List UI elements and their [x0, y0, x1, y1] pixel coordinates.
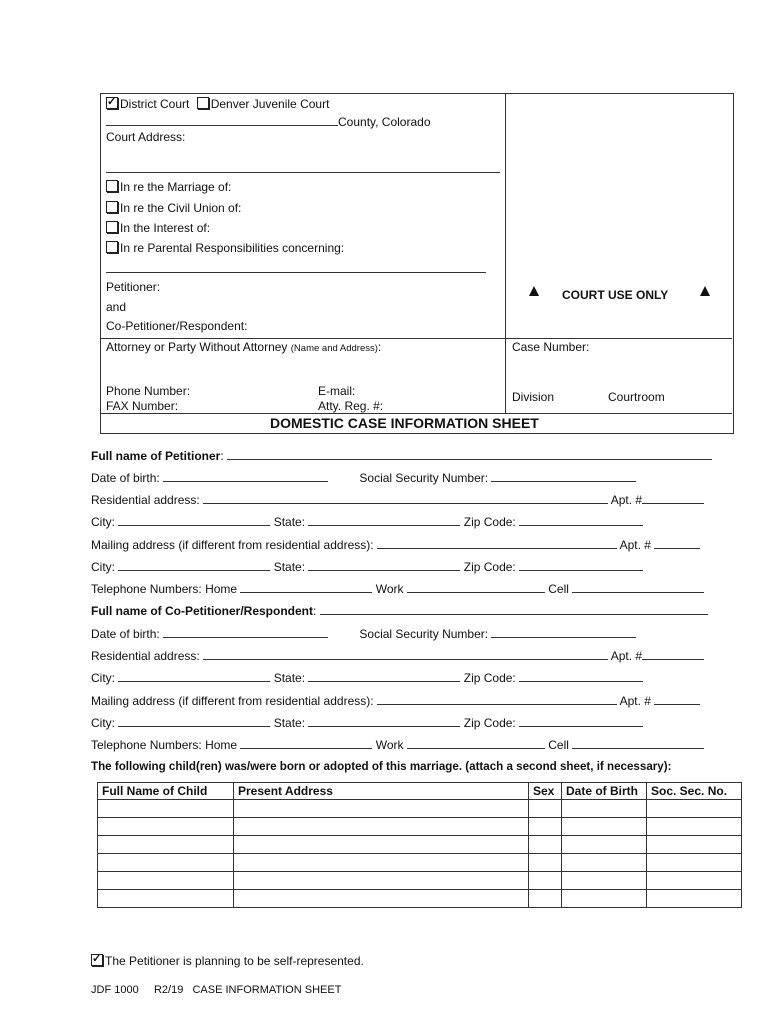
copetitioner-residential-row — [91, 648, 704, 663]
telephone-label: Telephone Numbers: Home — [91, 582, 238, 596]
and-label: and — [106, 300, 127, 314]
denver-juvenile-label: Denver Juvenile Court — [210, 97, 330, 111]
dob-label: Date of birth: — [91, 627, 160, 641]
table-row — [98, 890, 742, 908]
case-option-4 — [106, 241, 344, 255]
residential-label: Residential address: — [91, 493, 200, 507]
petitioner-home-phone-field[interactable] — [240, 581, 372, 593]
court-use-only-label: COURT USE ONLY — [562, 288, 669, 302]
state-label: State: — [273, 671, 306, 685]
state-label: State: — [273, 716, 306, 730]
table-cell[interactable] — [98, 836, 234, 854]
copetitioner-mailing-state-field[interactable] — [308, 715, 460, 727]
district-court-checkbox[interactable] — [106, 97, 118, 109]
mailing-label: Mailing address (if different from residential address): — [91, 694, 374, 708]
case-option-2 — [106, 201, 241, 215]
column-header-present-address: Present Address — [234, 783, 529, 800]
table-row — [98, 854, 742, 872]
phone-label: Phone Number: — [106, 384, 191, 398]
district-court-label: District Court — [120, 97, 190, 111]
table-cell[interactable] — [562, 818, 647, 836]
copetitioner-city-row — [91, 670, 643, 685]
table-row — [98, 872, 742, 890]
copetitioner-work-phone-field[interactable] — [407, 737, 545, 749]
atty-reg-label: Atty. Reg. #: — [318, 399, 384, 413]
form-id: JDF 1000 R2/19 CASE INFORMATION SHEET — [91, 984, 342, 996]
case-option-1 — [106, 180, 231, 194]
copetitioner-mailing-field[interactable] — [377, 693, 617, 705]
table-cell[interactable] — [234, 818, 529, 836]
copetitioner-mailing-city-row — [91, 715, 643, 730]
petitioner-state-field[interactable] — [308, 514, 460, 526]
mailing-label: Mailing address (if different from residential address): — [91, 538, 374, 552]
attorney-label: Attorney or Party Without Attorney — [106, 340, 288, 354]
ssn-label: Social Security Number: — [359, 627, 489, 641]
petitioner-city-row — [91, 514, 643, 529]
table-cell[interactable] — [234, 854, 529, 872]
case-number-label: Case Number: — [512, 340, 590, 354]
petitioner-mailing-apt-field[interactable] — [654, 537, 700, 549]
petitioner-residential-field[interactable] — [203, 492, 608, 504]
column-header-full-name: Full Name of Child — [98, 783, 234, 800]
table-cell[interactable] — [529, 800, 562, 818]
column-header-date-of-birth: Date of Birth — [562, 783, 647, 800]
telephone-label: Telephone Numbers: Home — [91, 738, 238, 752]
petitioner-mailing-city-field[interactable] — [118, 559, 270, 571]
petitioner-label: Petitioner: — [106, 280, 161, 294]
copetitioner-mailing-row — [91, 693, 700, 708]
arrow-up-icon — [529, 286, 539, 296]
table-cell[interactable] — [562, 872, 647, 890]
state-label: State: — [273, 560, 306, 574]
petitioner-name-colon: : — [220, 449, 224, 463]
attorney-row — [106, 340, 381, 354]
petitioner-zip-field[interactable] — [519, 514, 643, 526]
copetitioner-residential-field[interactable] — [203, 648, 608, 660]
denver-juvenile-checkbox[interactable] — [197, 97, 209, 109]
civil-union-label: In re the Civil Union of: — [120, 201, 242, 215]
court-address-line — [106, 172, 500, 173]
courtroom-label: Courtroom — [608, 390, 665, 404]
caption-divider-attorney — [100, 338, 732, 339]
apt-label: Apt. # — [619, 694, 651, 708]
copetitioner-cell-phone-field[interactable] — [572, 737, 704, 749]
table-cell[interactable] — [529, 890, 562, 908]
table-cell[interactable] — [562, 836, 647, 854]
table-cell[interactable] — [98, 890, 234, 908]
state-label: State: — [273, 515, 306, 529]
copetitioner-zip-field[interactable] — [519, 670, 643, 682]
city-label: City: — [91, 515, 115, 529]
zip-label: Zip Code: — [463, 560, 516, 574]
petitioner-name-label: Full name of Petitioner — [91, 449, 221, 463]
table-row — [98, 800, 742, 818]
case-option-3 — [106, 221, 210, 235]
table-cell[interactable] — [234, 872, 529, 890]
petitioner-work-phone-field[interactable] — [407, 581, 545, 593]
dob-label: Date of birth: — [91, 471, 160, 485]
table-cell[interactable] — [234, 836, 529, 854]
attorney-colon: : — [377, 340, 382, 354]
children-table — [97, 782, 742, 908]
copetitioner-mailing-city-field[interactable] — [118, 715, 270, 727]
self-represented-row — [91, 954, 364, 968]
table-cell[interactable] — [562, 890, 647, 908]
county-label: County, Colorado — [338, 115, 431, 129]
copetitioner-mailing-apt-field[interactable] — [654, 693, 700, 705]
table-cell[interactable] — [234, 800, 529, 818]
arrow-up-icon-right — [700, 286, 710, 296]
table-cell[interactable] — [98, 872, 234, 890]
copetitioner-ssn-field[interactable] — [491, 626, 636, 638]
zip-label: Zip Code: — [463, 515, 516, 529]
petitioner-city-field[interactable] — [118, 514, 270, 526]
petitioner-dob-row — [91, 470, 636, 485]
table-cell[interactable] — [562, 854, 647, 872]
table-cell[interactable] — [529, 836, 562, 854]
petitioner-phone-row — [91, 581, 704, 596]
petitioner-residential-row — [91, 492, 704, 507]
court-type-row — [106, 97, 329, 111]
column-header-ssn: Soc. Sec. No. — [647, 783, 742, 800]
email-label: E-mail: — [318, 384, 356, 398]
table-cell[interactable] — [98, 818, 234, 836]
copetitioner-apt-field[interactable] — [642, 648, 704, 660]
parties-name-line[interactable] — [106, 272, 486, 273]
self-represented-label: The Petitioner is planning to be self-represented. — [105, 954, 364, 968]
petitioner-mailing-city-row — [91, 559, 643, 574]
petitioner-name-field[interactable] — [227, 448, 712, 460]
petitioner-mailing-state-field[interactable] — [308, 559, 460, 571]
copetitioner-mailing-zip-field[interactable] — [519, 715, 643, 727]
table-cell[interactable] — [529, 818, 562, 836]
caption-box — [100, 93, 734, 434]
cell-label: Cell — [548, 582, 569, 596]
ssn-label: Social Security Number: — [359, 471, 489, 485]
zip-label: Zip Code: — [463, 671, 516, 685]
table-cell[interactable] — [647, 854, 742, 872]
parental-responsibilities-checkbox[interactable] — [106, 241, 118, 253]
marriage-checkbox[interactable] — [106, 180, 118, 192]
city-label: City: — [91, 560, 115, 574]
fax-label: FAX Number: — [106, 399, 179, 413]
marriage-label: In re the Marriage of: — [120, 180, 232, 194]
copetitioner-dob-row — [91, 626, 636, 641]
copetitioner-label: Co-Petitioner/Respondent: — [106, 319, 248, 333]
table-cell[interactable] — [647, 800, 742, 818]
petitioner-cell-phone-field[interactable] — [572, 581, 704, 593]
table-cell[interactable] — [647, 836, 742, 854]
table-cell[interactable] — [562, 800, 647, 818]
table-row — [98, 818, 742, 836]
parental-responsibilities-label: In re Parental Responsibilities concerning: — [120, 241, 345, 255]
attorney-note: (Name and Address) — [290, 343, 378, 354]
copetitioner-city-field[interactable] — [118, 670, 270, 682]
copetitioner-dob-field[interactable] — [163, 626, 328, 638]
court-address-label: Court Address: — [106, 130, 186, 144]
table-row — [98, 836, 742, 854]
copetitioner-name-field[interactable] — [320, 603, 708, 615]
petitioner-mailing-row — [91, 537, 700, 552]
city-label: City: — [91, 671, 115, 685]
table-cell[interactable] — [647, 818, 742, 836]
civil-union-checkbox[interactable] — [106, 201, 118, 213]
apt-label: Apt. # — [610, 493, 643, 507]
copetitioner-state-field[interactable] — [308, 670, 460, 682]
residential-label: Residential address: — [91, 649, 200, 663]
column-header-sex: Sex — [529, 783, 562, 800]
caption-divider-vertical — [505, 93, 506, 413]
division-label: Division — [512, 390, 555, 404]
table-cell[interactable] — [647, 890, 742, 908]
table-cell[interactable] — [647, 872, 742, 890]
city-label: City: — [91, 716, 115, 730]
petitioner-mailing-field[interactable] — [377, 537, 617, 549]
petitioner-dob-field[interactable] — [163, 470, 328, 482]
county-row — [106, 114, 431, 129]
self-represented-checkbox[interactable] — [91, 954, 103, 966]
petitioner-ssn-field[interactable] — [491, 470, 636, 482]
caption-divider-title — [100, 413, 732, 414]
zip-label: Zip Code: — [463, 716, 516, 730]
document-title: DOMESTIC CASE INFORMATION SHEET — [270, 415, 539, 431]
county-field[interactable] — [106, 114, 338, 126]
petitioner-mailing-zip-field[interactable] — [519, 559, 643, 571]
copetitioner-name-label: Full name of Co-Petitioner/Respondent — [91, 604, 314, 618]
copetitioner-name-colon: : — [313, 604, 317, 618]
cell-label: Cell — [548, 738, 569, 752]
work-label: Work — [375, 738, 404, 752]
work-label: Work — [375, 582, 404, 596]
apt-label: Apt. # — [610, 649, 643, 663]
interest-of-checkbox[interactable] — [106, 221, 118, 233]
copetitioner-home-phone-field[interactable] — [240, 737, 372, 749]
children-table-header — [98, 783, 742, 800]
copetitioner-name-row — [91, 603, 708, 618]
interest-of-label: In the Interest of: — [120, 221, 211, 235]
apt-label: Apt. # — [619, 538, 651, 552]
table-cell[interactable] — [98, 854, 234, 872]
children-heading: The following child(ren) was/were born or adopted of this marriage. (attach a second sheet, if necessary): — [91, 760, 672, 773]
table-cell[interactable] — [234, 890, 529, 908]
copetitioner-phone-row — [91, 737, 704, 752]
petitioner-apt-field[interactable] — [642, 492, 704, 504]
table-cell[interactable] — [529, 872, 562, 890]
petitioner-name-row — [91, 448, 712, 463]
table-cell[interactable] — [529, 854, 562, 872]
table-cell[interactable] — [98, 800, 234, 818]
